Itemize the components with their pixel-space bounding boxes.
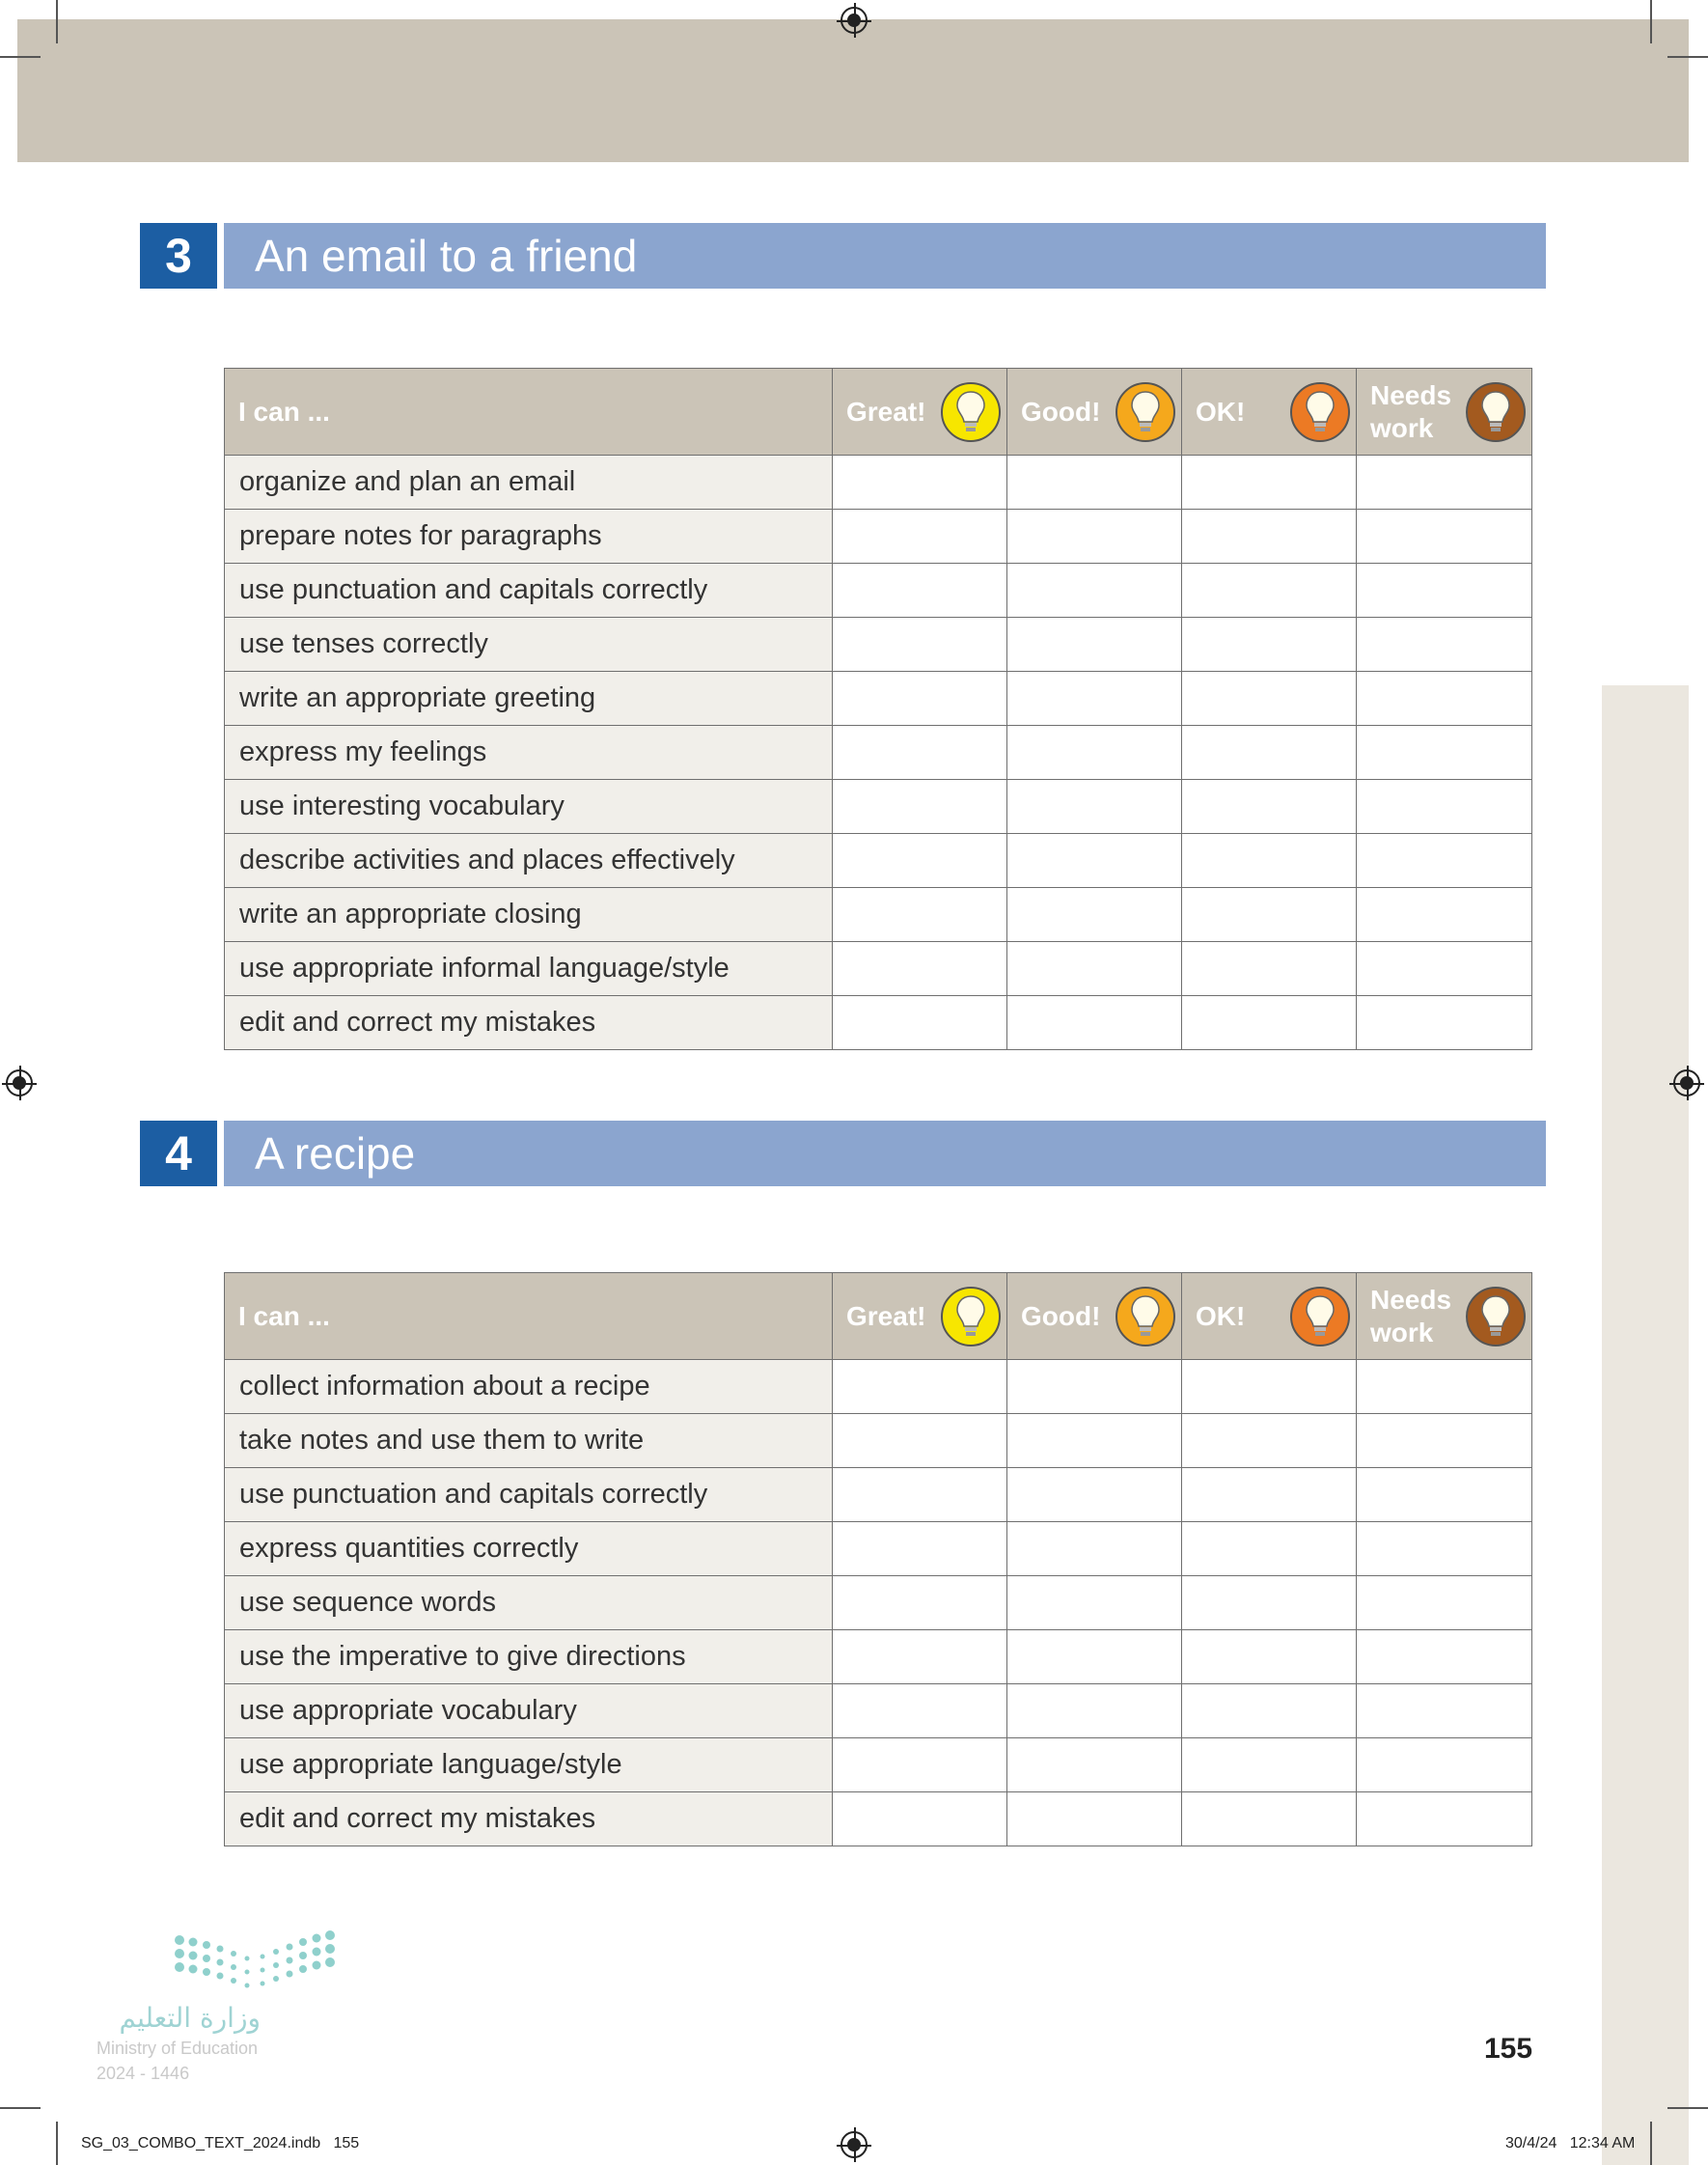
table-row: [225, 996, 1532, 1050]
skill-label: use interesting vocabulary: [225, 780, 833, 834]
rating-cell-needs-work[interactable]: [1357, 996, 1532, 1050]
table-row: [225, 672, 1532, 726]
rating-label: Great!: [846, 396, 926, 427]
skill-label: use the imperative to give directions: [225, 1630, 833, 1684]
rating-cell-needs-work[interactable]: [1357, 780, 1532, 834]
section-number: 3: [140, 223, 217, 289]
good-bulb-icon: [1116, 382, 1175, 442]
table-row: [225, 456, 1532, 510]
rating-cell-great[interactable]: [833, 888, 1007, 942]
rating-cell-needs-work[interactable]: [1357, 456, 1532, 510]
rating-cell-good[interactable]: [1007, 726, 1182, 780]
rating-cell-great[interactable]: [833, 1414, 1007, 1468]
rating-cell-needs-work[interactable]: [1357, 1522, 1532, 1576]
rating-cell-ok[interactable]: [1182, 1630, 1357, 1684]
rating-cell-good[interactable]: [1007, 834, 1182, 888]
ok-bulb-icon: [1290, 382, 1350, 442]
table-row: [225, 726, 1532, 780]
needs-work-bulb-icon: [1466, 382, 1526, 442]
needs-work-bulb-icon: [1466, 1287, 1526, 1346]
skill-label: collect information about a recipe: [225, 1360, 833, 1414]
registration-mark-icon: [6, 1069, 33, 1096]
rating-cell-great[interactable]: [833, 1576, 1007, 1630]
rating-cell-needs-work[interactable]: [1357, 834, 1532, 888]
rating-cell-ok[interactable]: [1182, 1792, 1357, 1846]
skill-label: prepare notes for paragraphs: [225, 510, 833, 564]
rating-cell-needs-work[interactable]: [1357, 1468, 1532, 1522]
file-slug: SG_03_COMBO_TEXT_2024.indb 155: [81, 2135, 360, 2151]
skill-label: describe activities and places effectively: [225, 834, 833, 888]
skill-label: write an appropriate greeting: [225, 672, 833, 726]
rating-label: OK!: [1196, 1300, 1246, 1331]
section-title: An email to a friend: [224, 223, 1546, 289]
rating-header-ok: [1182, 1273, 1357, 1360]
top-banner: [17, 19, 1689, 162]
crop-mark: [56, 0, 58, 43]
table-row: [225, 564, 1532, 618]
registration-mark-icon: [1673, 1069, 1700, 1096]
table-row: [225, 618, 1532, 672]
rating-cell-ok[interactable]: [1182, 564, 1357, 618]
rating-cell-great[interactable]: [833, 456, 1007, 510]
rating-cell-good[interactable]: [1007, 1630, 1182, 1684]
ministry-name-arabic: وزارة التعليم: [119, 2002, 261, 2034]
rating-header-needs-work: [1357, 1273, 1532, 1360]
table-row: [225, 834, 1532, 888]
rating-cell-great[interactable]: [833, 996, 1007, 1050]
rating-cell-good[interactable]: [1007, 1360, 1182, 1414]
crop-mark: [1667, 2107, 1708, 2109]
ministry-name-english: Ministry of Education: [96, 2039, 259, 2058]
rating-label: Needs work: [1370, 379, 1452, 443]
rating-cell-needs-work[interactable]: [1357, 1576, 1532, 1630]
rating-cell-needs-work[interactable]: [1357, 564, 1532, 618]
rating-cell-ok[interactable]: [1182, 780, 1357, 834]
crop-mark: [1650, 0, 1652, 43]
rating-cell-good[interactable]: [1007, 1468, 1182, 1522]
rating-header-great: [833, 1273, 1007, 1360]
rating-cell-ok[interactable]: [1182, 618, 1357, 672]
rating-cell-good[interactable]: [1007, 888, 1182, 942]
skill-label: use punctuation and capitals correctly: [225, 1468, 833, 1522]
rating-cell-good[interactable]: [1007, 780, 1182, 834]
rating-cell-good[interactable]: [1007, 456, 1182, 510]
registration-mark-icon: [840, 7, 868, 34]
rating-cell-ok[interactable]: [1182, 726, 1357, 780]
rating-cell-needs-work[interactable]: [1357, 888, 1532, 942]
table-row: [225, 780, 1532, 834]
section-number: 4: [140, 1121, 217, 1186]
crop-mark: [1650, 2122, 1652, 2165]
crop-mark: [56, 2122, 58, 2165]
rating-cell-good[interactable]: [1007, 1576, 1182, 1630]
rating-cell-needs-work[interactable]: [1357, 510, 1532, 564]
rating-cell-great[interactable]: [833, 942, 1007, 996]
skill-label: write an appropriate closing: [225, 888, 833, 942]
rating-cell-great[interactable]: [833, 726, 1007, 780]
skill-label: use sequence words: [225, 1576, 833, 1630]
rating-cell-needs-work[interactable]: [1357, 942, 1532, 996]
rating-label: Good!: [1021, 396, 1101, 427]
rating-cell-ok[interactable]: [1182, 1468, 1357, 1522]
rating-label: Good!: [1021, 1300, 1101, 1331]
rating-cell-great[interactable]: [833, 834, 1007, 888]
skill-label: organize and plan an email: [225, 456, 833, 510]
rating-cell-good[interactable]: [1007, 1792, 1182, 1846]
rating-cell-ok[interactable]: [1182, 456, 1357, 510]
rating-cell-needs-work[interactable]: [1357, 726, 1532, 780]
rating-cell-ok[interactable]: [1182, 888, 1357, 942]
rating-cell-good[interactable]: [1007, 672, 1182, 726]
table-row: [225, 1630, 1532, 1684]
table-row: [225, 1360, 1532, 1414]
skill-label: use appropriate language/style: [225, 1738, 833, 1792]
rating-cell-good[interactable]: [1007, 618, 1182, 672]
page-number: 155: [1484, 2033, 1533, 2065]
self-assessment-table-email: [224, 368, 1532, 1050]
rating-header-great: [833, 369, 1007, 456]
table-row: [225, 888, 1532, 942]
rating-cell-great[interactable]: [833, 1360, 1007, 1414]
rating-cell-great[interactable]: [833, 510, 1007, 564]
rating-cell-ok[interactable]: [1182, 942, 1357, 996]
rating-header-ok: [1182, 369, 1357, 456]
rating-header-good: [1007, 369, 1182, 456]
table-row: [225, 942, 1532, 996]
rating-header-needs-work: [1357, 369, 1532, 456]
good-bulb-icon: [1116, 1287, 1175, 1346]
rating-label: Needs work: [1370, 1284, 1452, 1347]
table-row: [225, 1468, 1532, 1522]
rating-cell-great[interactable]: [833, 1522, 1007, 1576]
skill-label: take notes and use them to write: [225, 1414, 833, 1468]
rating-cell-great[interactable]: [833, 1684, 1007, 1738]
rating-cell-great[interactable]: [833, 672, 1007, 726]
skill-label: edit and correct my mistakes: [225, 996, 833, 1050]
skill-label: use punctuation and capitals correctly: [225, 564, 833, 618]
rating-cell-needs-work[interactable]: [1357, 1684, 1532, 1738]
rating-cell-good[interactable]: [1007, 996, 1182, 1050]
rating-cell-needs-work[interactable]: [1357, 618, 1532, 672]
table-row: [225, 1414, 1532, 1468]
rating-cell-good[interactable]: [1007, 1738, 1182, 1792]
crop-mark: [0, 2107, 41, 2109]
ministry-year: 2024 - 1446: [96, 2064, 190, 2083]
table-row: [225, 1576, 1532, 1630]
great-bulb-icon: [941, 382, 1001, 442]
rating-cell-great[interactable]: [833, 1630, 1007, 1684]
rating-cell-needs-work[interactable]: [1357, 1738, 1532, 1792]
table-row: [225, 1792, 1532, 1846]
table-row: [225, 1522, 1532, 1576]
rating-cell-ok[interactable]: [1182, 1576, 1357, 1630]
skill-label: use tenses correctly: [225, 618, 833, 672]
rating-cell-needs-work[interactable]: [1357, 1414, 1532, 1468]
self-assessment-table-recipe: [224, 1272, 1532, 1846]
side-margin-band: [1602, 685, 1689, 2165]
rating-cell-needs-work[interactable]: [1357, 1792, 1532, 1846]
rating-cell-ok[interactable]: [1182, 1414, 1357, 1468]
rating-cell-great[interactable]: [833, 780, 1007, 834]
rating-cell-good[interactable]: [1007, 942, 1182, 996]
section-title: A recipe: [224, 1121, 1546, 1186]
table-header-i-can: I can ...: [225, 1273, 833, 1360]
rating-cell-great[interactable]: [833, 1468, 1007, 1522]
rating-cell-ok[interactable]: [1182, 834, 1357, 888]
rating-cell-ok[interactable]: [1182, 1522, 1357, 1576]
rating-cell-good[interactable]: [1007, 564, 1182, 618]
rating-cell-ok[interactable]: [1182, 672, 1357, 726]
rating-cell-needs-work[interactable]: [1357, 1360, 1532, 1414]
rating-cell-ok[interactable]: [1182, 1360, 1357, 1414]
rating-cell-ok[interactable]: [1182, 1738, 1357, 1792]
skill-label: edit and correct my mistakes: [225, 1792, 833, 1846]
rating-cell-good[interactable]: [1007, 1414, 1182, 1468]
rating-cell-great[interactable]: [833, 564, 1007, 618]
rating-label: OK!: [1196, 396, 1246, 427]
ministry-logo-icon: [174, 1930, 347, 1990]
rating-cell-good[interactable]: [1007, 1684, 1182, 1738]
rating-cell-good[interactable]: [1007, 510, 1182, 564]
crop-mark: [1667, 56, 1708, 58]
skill-label: use appropriate vocabulary: [225, 1684, 833, 1738]
print-datetime: 30/4/24 12:34 AM: [1505, 2135, 1636, 2151]
rating-cell-ok[interactable]: [1182, 996, 1357, 1050]
rating-header-good: [1007, 1273, 1182, 1360]
skill-label: express quantities correctly: [225, 1522, 833, 1576]
rating-cell-needs-work[interactable]: [1357, 1630, 1532, 1684]
skill-label: use appropriate informal language/style: [225, 942, 833, 996]
table-row: [225, 1684, 1532, 1738]
rating-cell-good[interactable]: [1007, 1522, 1182, 1576]
skill-label: express my feelings: [225, 726, 833, 780]
rating-label: Great!: [846, 1300, 926, 1331]
rating-cell-great[interactable]: [833, 1738, 1007, 1792]
ok-bulb-icon: [1290, 1287, 1350, 1346]
rating-cell-needs-work[interactable]: [1357, 672, 1532, 726]
table-row: [225, 510, 1532, 564]
rating-cell-ok[interactable]: [1182, 510, 1357, 564]
table-row: [225, 1738, 1532, 1792]
rating-cell-ok[interactable]: [1182, 1684, 1357, 1738]
rating-cell-great[interactable]: [833, 618, 1007, 672]
table-header-i-can: I can ...: [225, 369, 833, 456]
rating-cell-great[interactable]: [833, 1792, 1007, 1846]
crop-mark: [0, 56, 41, 58]
registration-mark-icon: [840, 2131, 868, 2158]
great-bulb-icon: [941, 1287, 1001, 1346]
